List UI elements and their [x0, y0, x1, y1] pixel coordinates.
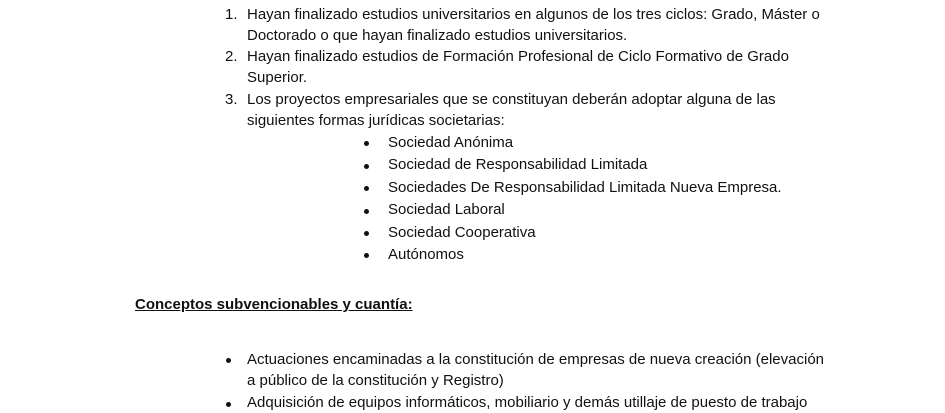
list-item: Sociedad Anónima: [388, 134, 514, 151]
list-number: 3.: [225, 91, 238, 108]
list-item: Sociedad Cooperativa: [388, 224, 536, 241]
bullet-icon: [226, 358, 231, 363]
list-item-text: Los proyectos empresariales que se constituyan deberán adoptar alguna de las: [247, 91, 776, 108]
list-item-text: Actuaciones encaminadas a la constitución de empresas de nueva creación (elevación: [247, 351, 825, 368]
list-item: Autónomos: [388, 246, 464, 263]
bullet-icon: [364, 231, 369, 236]
list-item-text: Superior.: [247, 69, 308, 86]
list-item: Sociedades De Responsabilidad Limitada Nueva Empresa.: [388, 179, 782, 196]
list-item-text: Adquisición de equipos informáticos, mobiliario y demás utillaje de puesto de trabajo: [247, 394, 808, 411]
bullet-icon: [364, 164, 369, 169]
list-number: 1.: [225, 6, 238, 23]
list-item: Sociedad Laboral: [388, 201, 505, 218]
bullet-icon: [364, 209, 369, 214]
list-item-text: Doctorado o que hayan finalizado estudios universitarios.: [247, 27, 628, 44]
list-item: Sociedad de Responsabilidad Limitada: [388, 156, 648, 173]
list-item-text: a público de la constitución y Registro): [247, 372, 504, 389]
section-heading: Conceptos subvencionables y cuantía:: [135, 296, 413, 313]
bullet-icon: [364, 141, 369, 146]
bullet-icon: [364, 186, 369, 191]
list-item-text: siguientes formas jurídicas societarias:: [247, 112, 505, 129]
bullet-icon: [226, 402, 231, 407]
list-item-text: Hayan finalizado estudios de Formación Profesional de Ciclo Formativo de Grado: [247, 48, 789, 65]
list-number: 2.: [225, 48, 238, 65]
bullet-icon: [364, 253, 369, 258]
list-item-text: Hayan finalizado estudios universitarios en algunos de los tres ciclos: Grado, Máster o: [247, 6, 820, 23]
